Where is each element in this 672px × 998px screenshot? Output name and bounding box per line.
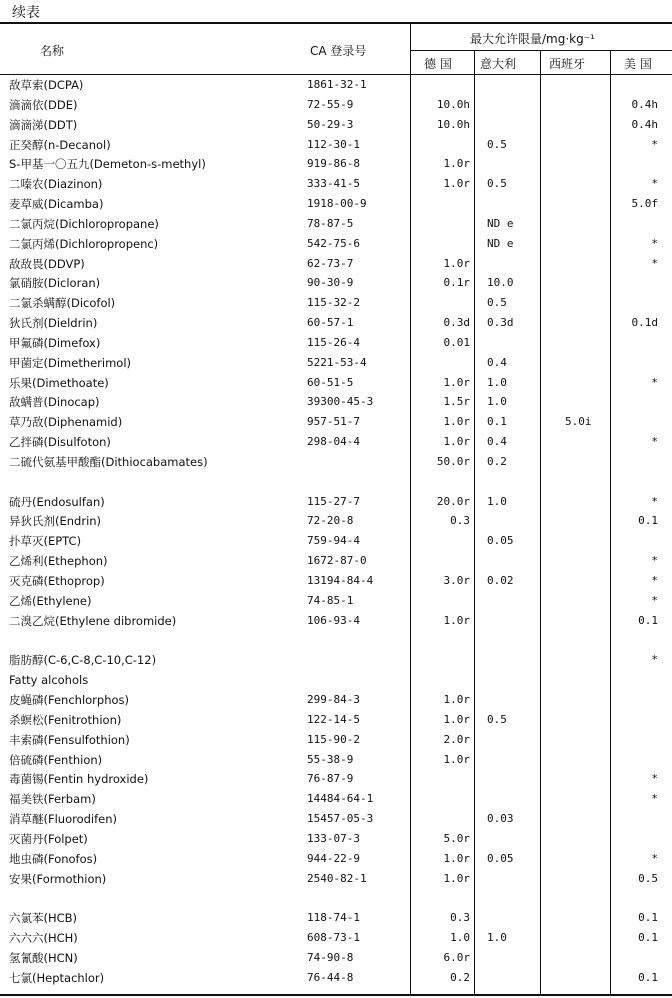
row-usa <box>612 829 658 849</box>
row-spain: 5.0i <box>565 415 592 429</box>
table-row <box>0 174 672 194</box>
row-usa: 0.1 <box>638 514 658 528</box>
row-germany: 10.0h <box>436 97 470 111</box>
row-germany <box>410 888 470 908</box>
row-usa <box>612 293 658 313</box>
row-usa <box>612 531 658 551</box>
table-row <box>0 730 672 750</box>
top-rule <box>0 22 672 24</box>
row-cas: 115-26-4 <box>307 335 360 349</box>
row-germany: 1.0r <box>443 693 470 707</box>
row-cas: 298-04-4 <box>307 435 360 449</box>
row-usa <box>612 888 658 908</box>
row-germany: 0.2 <box>450 970 470 984</box>
row-usa: * <box>651 792 658 806</box>
table-caption: 续表 <box>12 5 40 21</box>
row-name: 二硫代氨基甲酸酯(Dithiocabamates) <box>9 454 208 469</box>
row-germany: 1.0r <box>443 375 470 389</box>
row-usa <box>612 273 658 293</box>
table-row <box>0 869 672 889</box>
row-name: 福美铁(Ferbam) <box>9 792 96 807</box>
row-name: 脂肪醇(C-6,C-8,C-10,C-12) <box>9 653 157 668</box>
row-germany: 50.0r <box>436 454 470 468</box>
row-name: 安果(Formothion) <box>9 871 107 886</box>
row-cas: 115-27-7 <box>307 494 360 508</box>
table-row <box>0 492 672 512</box>
row-usa <box>612 353 658 373</box>
row-name: 二溴乙烷(Ethylene dibromide) <box>9 613 177 628</box>
row-italy: 1.0 <box>487 931 507 945</box>
row-usa: * <box>651 772 658 786</box>
row-cas: 78-87-5 <box>307 216 354 230</box>
row-cas: 608-73-1 <box>307 931 360 945</box>
row-usa <box>612 631 658 651</box>
row-usa: 0.1 <box>638 931 658 945</box>
row-italy: 0.5 <box>487 177 507 191</box>
row-cas: 944-22-9 <box>307 851 360 865</box>
table-row <box>0 472 672 492</box>
row-italy: 1.0 <box>487 395 507 409</box>
row-germany: 1.0r <box>443 871 470 885</box>
row-name: 消草醚(Fluorodifen) <box>9 812 118 827</box>
row-germany: 2.0r <box>443 732 470 746</box>
table-row <box>0 313 672 333</box>
row-name: 狄氏剂(Dieldrin) <box>9 316 98 331</box>
table-row <box>0 135 672 155</box>
row-germany: 1.0 <box>450 931 470 945</box>
row-name: 麦草威(Dicamba) <box>9 197 104 212</box>
table-row <box>0 273 672 293</box>
row-name: 六六六(HCH) <box>9 931 78 946</box>
table-row <box>0 551 672 571</box>
row-cas: 74-90-8 <box>307 950 354 964</box>
row-cas: 50-29-3 <box>307 117 354 131</box>
row-name: Fatty alcohols <box>9 673 89 688</box>
row-cas: 299-84-3 <box>307 693 360 707</box>
table-row <box>0 452 672 472</box>
table-row <box>0 353 672 373</box>
row-name: 乙拌磷(Disulfoton) <box>9 435 111 450</box>
row-cas: 919-86-8 <box>307 157 360 171</box>
row-germany: 5.0r <box>443 831 470 845</box>
row-italy: 0.4 <box>487 435 507 449</box>
table-row <box>0 194 672 214</box>
table-row <box>0 95 672 115</box>
row-name: 六氯苯(HCB) <box>9 911 78 926</box>
row-italy: ND e <box>487 236 514 250</box>
row-usa <box>612 948 658 968</box>
row-name: 甲菌定(Dimetherimol) <box>9 355 132 370</box>
header-usa: 美 国 <box>624 57 652 71</box>
row-italy: 0.5 <box>487 712 507 726</box>
row-germany <box>410 234 470 254</box>
row-usa: 0.1 <box>638 613 658 627</box>
row-germany: 0.3 <box>450 514 470 528</box>
row-usa <box>612 333 658 353</box>
row-name: 正癸醇(n-Decanol) <box>9 137 111 152</box>
table-row <box>0 511 672 531</box>
row-cas: 122-14-5 <box>307 712 360 726</box>
row-name: 倍硫磷(Fenthion) <box>9 752 103 767</box>
row-usa: 0.1 <box>638 911 658 925</box>
row-italy: 10.0 <box>487 276 514 290</box>
row-germany <box>410 293 470 313</box>
row-usa <box>612 710 658 730</box>
row-italy: 0.3d <box>487 316 514 330</box>
row-usa: 0.5 <box>638 871 658 885</box>
row-cas: 106-93-4 <box>307 613 360 627</box>
row-name: 丰索磷(Fensulfothion) <box>9 732 130 747</box>
row-name: 灭克磷(Ethoprop) <box>9 574 105 588</box>
row-cas: 72-55-9 <box>307 97 354 111</box>
row-usa: * <box>651 435 658 449</box>
table-row <box>0 631 672 651</box>
row-cas: 72-20-8 <box>307 514 354 528</box>
table-row <box>0 75 672 95</box>
row-name: 灭菌丹(Folpet) <box>9 831 88 846</box>
table-row <box>0 829 672 849</box>
row-cas: 542-75-6 <box>307 236 360 250</box>
header-italy: 意大利 <box>480 57 517 71</box>
table-row <box>0 531 672 551</box>
row-germany <box>410 214 470 234</box>
row-name: S-甲基一〇五九(Demeton-s-methyl) <box>9 157 206 172</box>
row-germany <box>410 75 470 95</box>
header-group-rule <box>410 50 672 51</box>
row-germany: 1.0r <box>443 415 470 429</box>
row-name: 硫丹(Endosulfan) <box>9 494 105 509</box>
row-italy: 1.0 <box>487 494 507 508</box>
table-row <box>0 789 672 809</box>
row-germany: 20.0r <box>436 494 470 508</box>
row-usa: * <box>651 653 658 667</box>
row-germany: 1.0r <box>443 613 470 627</box>
row-cas: 60-57-1 <box>307 316 354 330</box>
row-usa <box>612 809 658 829</box>
table-row <box>0 293 672 313</box>
row-germany <box>410 670 470 690</box>
row-cas: 2540-82-1 <box>307 871 367 885</box>
row-usa <box>612 392 658 412</box>
row-cas: 76-87-9 <box>307 772 354 786</box>
header-germany: 德 国 <box>424 57 452 71</box>
table-row <box>0 750 672 770</box>
row-germany: 0.1r <box>443 276 470 290</box>
row-germany: 1.0r <box>443 256 470 270</box>
row-germany: 1.5r <box>443 395 470 409</box>
table-row <box>0 908 672 928</box>
row-germany <box>410 135 470 155</box>
row-germany <box>410 769 470 789</box>
row-usa: 0.1 <box>638 970 658 984</box>
row-usa <box>612 452 658 472</box>
row-germany: 10.0h <box>436 117 470 131</box>
table-row <box>0 849 672 869</box>
row-name: 滴滴依(DDE) <box>9 97 78 112</box>
row-name: 二嗪农(Diazinon) <box>9 177 103 192</box>
row-usa <box>612 412 658 432</box>
row-cas: 957-51-7 <box>307 415 360 429</box>
table-row <box>0 591 672 611</box>
row-germany: 1.0r <box>443 712 470 726</box>
table-row <box>0 769 672 789</box>
row-name: 滴滴涕(DDT) <box>9 117 78 132</box>
row-usa: 5.0f <box>631 197 658 211</box>
row-usa: * <box>651 375 658 389</box>
row-cas: 15457-05-3 <box>307 812 374 826</box>
table-row <box>0 948 672 968</box>
row-name: 扑草灭(EPTC) <box>9 534 82 549</box>
table-row <box>0 234 672 254</box>
row-germany <box>410 591 470 611</box>
table-row <box>0 650 672 670</box>
row-cas: 74-85-1 <box>307 593 354 607</box>
table-row <box>0 254 672 274</box>
table-row <box>0 115 672 135</box>
row-cas: 133-07-3 <box>307 831 360 845</box>
row-usa <box>612 670 658 690</box>
row-germany: 0.3 <box>450 911 470 925</box>
table-row <box>0 571 672 591</box>
row-cas: 39300-45-3 <box>307 395 374 409</box>
row-usa: * <box>651 236 658 250</box>
row-italy: 0.5 <box>487 137 507 151</box>
row-name: 甲氟磷(Dimefox) <box>9 335 101 350</box>
row-name: 异狄氏剂(Endrin) <box>9 514 102 529</box>
row-usa <box>612 730 658 750</box>
row-germany <box>410 809 470 829</box>
row-germany <box>410 194 470 214</box>
row-germany <box>410 353 470 373</box>
row-cas: 115-90-2 <box>307 732 360 746</box>
row-italy: 0.4 <box>487 355 507 369</box>
table-row <box>0 412 672 432</box>
row-usa: * <box>651 256 658 270</box>
row-name: 草乃敌(Diphenamid) <box>9 415 123 430</box>
table-row <box>0 888 672 908</box>
row-usa: * <box>651 494 658 508</box>
row-cas: 118-74-1 <box>307 911 360 925</box>
row-cas: 1861-32-1 <box>307 78 367 91</box>
row-italy: 0.05 <box>487 851 514 865</box>
row-italy: 0.03 <box>487 812 514 826</box>
bottom-rule <box>0 994 672 996</box>
row-cas: 90-30-9 <box>307 276 354 290</box>
row-name: 敌螨普(Dinocap) <box>9 395 100 410</box>
row-cas: 115-32-2 <box>307 296 360 310</box>
header-name: 名称 <box>40 44 65 58</box>
row-name: 乙烯(Ethylene) <box>9 593 92 608</box>
header-cas: CA 登录号 <box>310 44 367 58</box>
row-italy: ND e <box>487 216 514 230</box>
row-germany: 0.3d <box>443 316 470 330</box>
row-cas: 14484-64-1 <box>307 792 374 806</box>
table-row <box>0 670 672 690</box>
table-row <box>0 809 672 829</box>
table-row <box>0 373 672 393</box>
table-row <box>0 214 672 234</box>
table-row <box>0 690 672 710</box>
row-name: 二氯丙烷(Dichloropropane) <box>9 216 159 231</box>
row-italy: 0.2 <box>487 454 507 468</box>
row-germany <box>410 650 470 670</box>
table-row <box>0 928 672 948</box>
row-italy: 0.5 <box>487 296 507 310</box>
row-cas: 333-41-5 <box>307 177 360 191</box>
row-usa <box>612 214 658 234</box>
row-germany: 1.0r <box>443 752 470 766</box>
row-italy: 0.02 <box>487 574 514 587</box>
table-row <box>0 432 672 452</box>
row-name: 杀螟松(Fenitrothion) <box>9 712 122 727</box>
row-cas: 759-94-4 <box>307 534 360 548</box>
row-usa: 0.4h <box>631 97 658 111</box>
row-germany: 0.01 <box>443 335 470 349</box>
table-row <box>0 611 672 631</box>
row-cas: 5221-53-4 <box>307 355 367 369</box>
row-germany <box>410 631 470 651</box>
row-italy: 0.1 <box>487 415 507 429</box>
row-germany: 1.0r <box>443 177 470 191</box>
row-germany: 1.0r <box>443 851 470 865</box>
table-row <box>0 392 672 412</box>
row-usa: * <box>651 177 658 191</box>
row-name: 二氯杀螨醇(Dicofol) <box>9 296 116 311</box>
row-cas: 13194-84-4 <box>307 574 374 587</box>
header-group: 最大允许限量/mg·kg⁻¹ <box>470 32 595 46</box>
row-germany: 3.0r <box>443 574 470 587</box>
row-germany <box>410 472 470 492</box>
row-name: 七氯(Heptachlor) <box>9 970 105 985</box>
row-germany: 1.0r <box>443 157 470 171</box>
row-name: 乐果(Dimethoate) <box>9 375 109 390</box>
row-italy: 1.0 <box>487 375 507 389</box>
row-usa <box>612 750 658 770</box>
row-italy: 0.05 <box>487 534 514 548</box>
row-usa <box>612 690 658 710</box>
row-cas: 62-73-7 <box>307 256 354 270</box>
row-cas: 112-30-1 <box>307 137 360 151</box>
row-name: 地虫磷(Fonofos) <box>9 851 98 866</box>
row-usa: * <box>651 851 658 865</box>
table-row <box>0 333 672 353</box>
row-usa: 0.1d <box>631 316 658 330</box>
row-name: 敌敌畏(DDVP) <box>9 256 85 271</box>
row-germany: 6.0r <box>443 950 470 964</box>
row-usa: * <box>651 554 658 568</box>
row-name: 乙烯利(Ethephon) <box>9 554 108 569</box>
row-name: 氢氰酸(HCN) <box>9 950 78 965</box>
row-usa <box>612 75 658 95</box>
row-usa: * <box>651 137 658 151</box>
row-germany: 1.0r <box>443 435 470 449</box>
row-name: 氯硝胺(Dicloran) <box>9 276 101 291</box>
row-cas: 1672-87-0 <box>307 554 367 568</box>
row-usa: * <box>651 593 658 607</box>
row-usa <box>612 472 658 492</box>
row-usa <box>612 154 658 174</box>
row-cas: 76-44-8 <box>307 970 354 984</box>
row-name: 皮蝇磷(Fenchlorphos) <box>9 693 130 708</box>
header-spain: 西班牙 <box>549 57 586 71</box>
table-row <box>0 710 672 730</box>
row-usa: * <box>651 574 658 587</box>
row-name: 敌草索(DCPA) <box>9 78 84 92</box>
row-name: 二氯丙烯(Dichloropropenc) <box>9 236 159 251</box>
row-germany <box>410 789 470 809</box>
row-germany <box>410 551 470 571</box>
table-row <box>0 968 672 988</box>
row-cas: 55-38-9 <box>307 752 354 766</box>
row-usa: 0.4h <box>631 117 658 131</box>
row-cas: 1918-00-9 <box>307 197 367 211</box>
table-row <box>0 154 672 174</box>
row-germany <box>410 531 470 551</box>
row-name: 毒菌锡(Fentin hydroxide) <box>9 772 149 787</box>
row-cas: 60-51-5 <box>307 375 354 389</box>
